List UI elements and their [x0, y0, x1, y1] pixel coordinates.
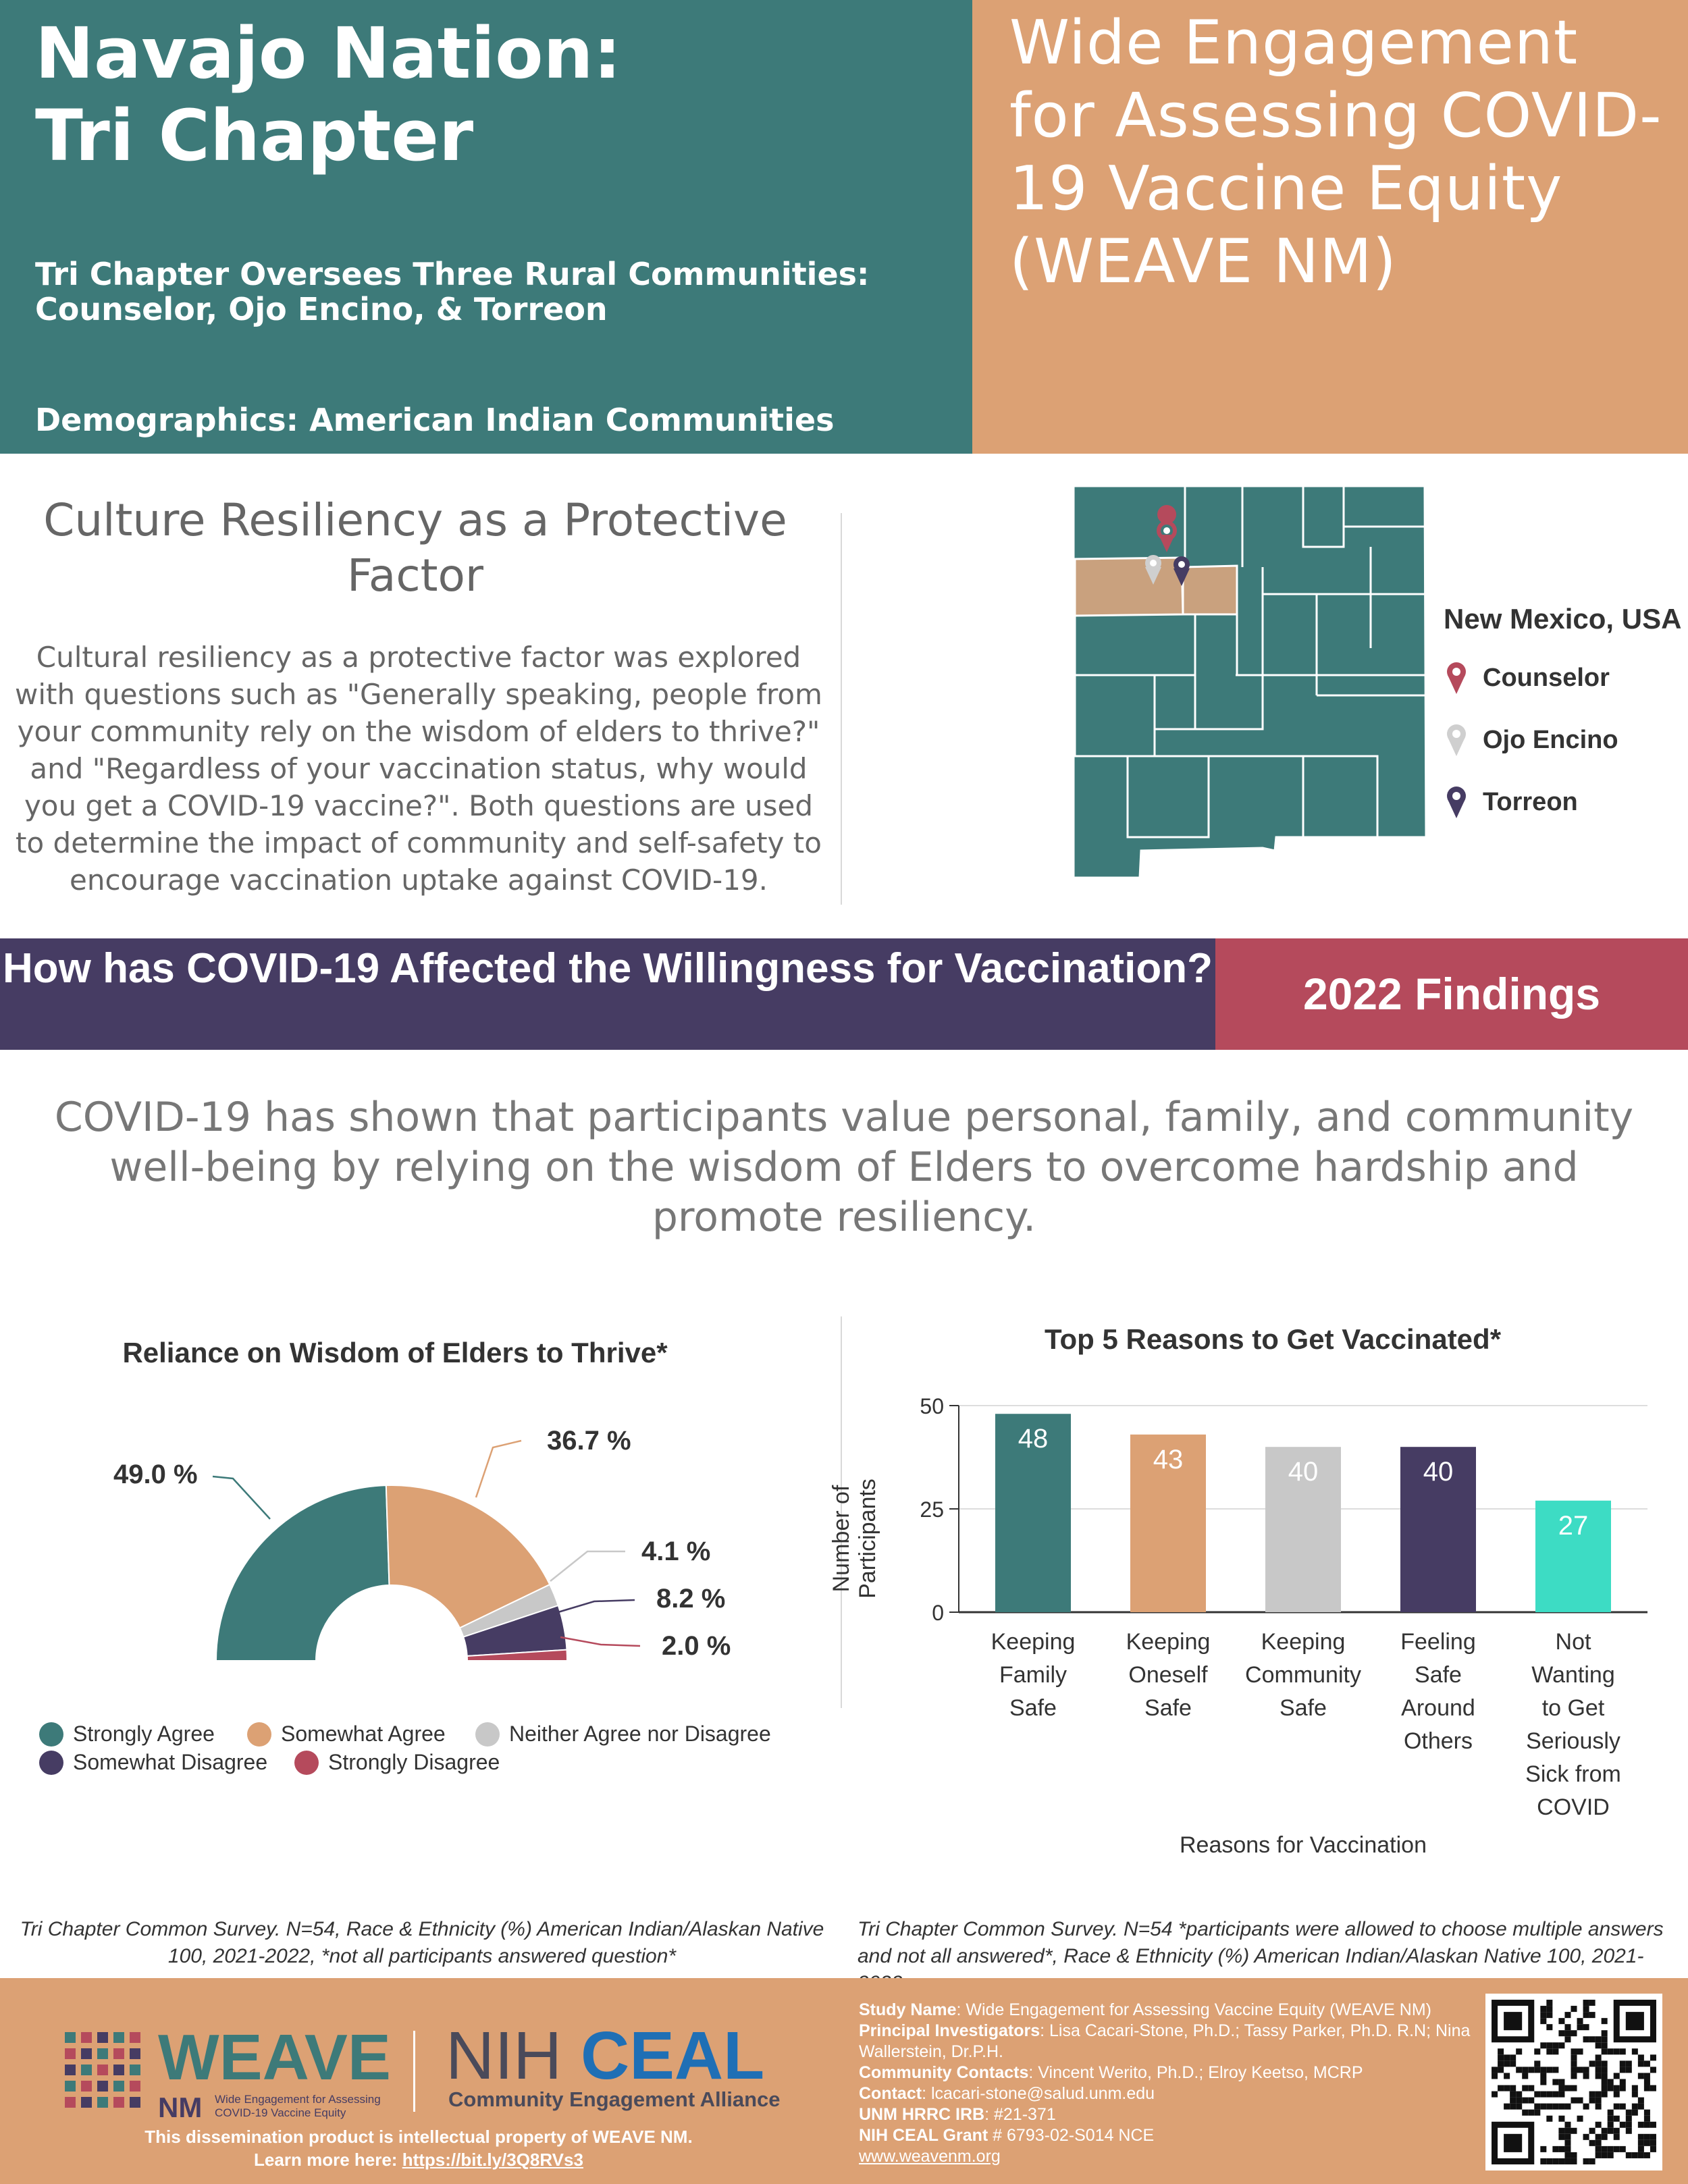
category-label-line: Sick from — [1525, 1761, 1621, 1787]
category-label-line: Wanting — [1531, 1662, 1615, 1688]
weave-logo-nm: NM — [158, 2092, 203, 2123]
category-label-line: Community — [1245, 1662, 1361, 1688]
bar-value-label: 40 — [1288, 1457, 1319, 1487]
header-demographics: Demographics: American Indian Communities — [35, 402, 835, 438]
new-mexico-map — [1060, 473, 1438, 905]
category-label-line: Safe — [1280, 1695, 1327, 1721]
map-legend-ojo-encino — [1444, 722, 1618, 757]
learn-more-line — [41, 2148, 797, 2171]
category-label-line: to Get — [1541, 1695, 1605, 1721]
legend-strongly-disagree — [294, 1750, 500, 1775]
bar-category-label — [966, 1626, 1101, 1725]
donut-label-strongly-agree: 49.0 % — [113, 1460, 198, 1489]
category-label-line: Keeping — [1126, 1629, 1211, 1655]
footer-property-note — [41, 2125, 797, 2171]
category-label-line: Keeping — [1261, 1629, 1346, 1655]
map-legend-label: Ojo Encino — [1483, 725, 1618, 754]
section-divider — [841, 513, 842, 905]
grant-number: NIH CEAL Grant # 6793-02-S014 NCE — [859, 2126, 1155, 2145]
donut-label-strongly-disagree: 2.0 % — [662, 1631, 731, 1661]
donut-chart-title: Reliance on Wisdom of Elders to Thrive* — [122, 1337, 668, 1368]
map-legend-label: Torreon — [1483, 787, 1578, 816]
legend-label: Strongly Agree — [73, 1722, 215, 1746]
bar-chart — [905, 1377, 1661, 1634]
weave-title: Wide Engagement for Assessing COVID-19 Vaccine Equity (WEAVE NM) — [1009, 7, 1662, 297]
category-label-line: Not — [1555, 1629, 1591, 1655]
irb-number: UNM HRRC IRB: #21-371 — [859, 2105, 1056, 2124]
findings-banner: 2022 Findings — [1215, 938, 1688, 1050]
bar-value-label: 43 — [1153, 1444, 1184, 1474]
weave-logo-subtitle: Wide Engagement for Assessing COVID-19 Vaccine Equity — [215, 2093, 381, 2119]
bar-value-label: 27 — [1558, 1510, 1589, 1541]
category-label-line: Family — [999, 1662, 1067, 1688]
bar-category-label — [1506, 1626, 1641, 1824]
bar-category-label — [1371, 1626, 1506, 1758]
study-name: Study Name: Wide Engagement for Assessing Vaccine Equity (WEAVE NM) — [859, 2000, 1431, 2019]
culture-title: Culture Resiliency as a Protective Factor — [43, 494, 787, 602]
community-contacts: Community Contacts: Vincent Werito, Ph.D.; Elroy Keetso, MCRP — [859, 2063, 1363, 2082]
header-title-panel — [0, 0, 972, 454]
legend-swatch — [247, 1722, 271, 1747]
learn-more-prefix: Learn more here: — [254, 2150, 402, 2170]
legend-swatch — [39, 1751, 63, 1775]
sandoval-county-highlight — [1075, 558, 1183, 616]
bar-category-label — [1236, 1626, 1371, 1725]
category-label-line: Safe — [1009, 1695, 1057, 1721]
category-label-line: Keeping — [991, 1629, 1076, 1655]
donut-label-neither: 4.1 % — [641, 1537, 711, 1566]
footnote-left: Tri Chapter Common Survey. N=54, Race & Ethnicity (%) American Indian/Alaskan Native 100, 2021-2022, *not all participants answered question* — [20, 1918, 824, 1967]
legend-label: Somewhat Disagree — [73, 1750, 268, 1774]
legend-swatch — [39, 1722, 63, 1747]
findings-text: COVID-19 has shown that participants value personal, family, and community well-being by relying on the wisdom of Elders to overcome hardship and promote resiliency. — [54, 1094, 1634, 1241]
donut-label-somewhat-agree: 36.7 % — [547, 1426, 631, 1456]
website-link[interactable]: www.weavenm.org — [859, 2147, 1001, 2166]
category-label-line: Safe — [1415, 1662, 1462, 1688]
ceal-text: CEAL — [581, 2018, 765, 2094]
category-label-line: Oneself — [1128, 1662, 1208, 1688]
header-weave-panel — [972, 0, 1688, 454]
legend-neither — [475, 1722, 771, 1747]
principal-investigators: Principal Investigators: Lisa Cacari-Stone, Ph.D.; Tassy Parker, Ph.D. R.N; Nina Wallerstein, Dr.P.H. — [859, 2021, 1471, 2061]
x-axis-title: Reasons for Vaccination — [1179, 1832, 1427, 1858]
legend-swatch — [294, 1751, 319, 1775]
map-legend-counselor — [1444, 660, 1610, 695]
y-tick-label: 0 — [932, 1601, 944, 1625]
y-tick-label: 25 — [920, 1497, 944, 1522]
bar-category-label — [1101, 1626, 1236, 1725]
bar-value-label: 48 — [1018, 1424, 1049, 1454]
logo-divider — [413, 2031, 415, 2112]
category-label-line: COVID — [1537, 1794, 1610, 1820]
contact-email: Contact: lcacari-stone@salud.unm.edu — [859, 2084, 1155, 2103]
culture-text: Cultural resiliency as a protective factor was explored with questions such as "Generally speaking, people from your community rely on the wisdom of elders to thrive?" and "Regardless of your vaccination status, why would you get a COVID-19 vaccine?". Both questions are used to determine the impact of community and self-safety to encourage vaccination uptake against COVID-19. — [15, 641, 822, 897]
qr-code-icon[interactable] — [1485, 1994, 1662, 2170]
category-label-line: Safe — [1144, 1695, 1192, 1721]
legend-somewhat-agree — [247, 1722, 446, 1747]
legend-label: Somewhat Agree — [281, 1722, 446, 1746]
page-title: Navajo Nation: Tri Chapter — [35, 12, 622, 177]
counselor-pin-icon — [1444, 660, 1469, 695]
legend-label: Neither Agree nor Disagree — [509, 1722, 771, 1746]
category-label-line: Around — [1401, 1695, 1475, 1721]
category-label-line: Feeling — [1400, 1629, 1476, 1655]
weave-logo-icon — [65, 2032, 140, 2113]
header-subtitle: Tri Chapter Oversees Three Rural Communities: Counselor, Ojo Encino, & Torreon — [35, 256, 870, 327]
category-label-line: Others — [1403, 1728, 1473, 1754]
footnote-right: Tri Chapter Common Survey. N=54 *participants were allowed to choose multiple answers and not all answered*, Race & Ethnicity (%) American Indian/Alaskan Native 100, 2021- — [858, 1918, 1664, 1967]
torreon-pin-icon — [1444, 784, 1469, 820]
question-banner: How has COVID-19 Affected the Willingness for Vaccination? — [0, 938, 1215, 1050]
property-line: This dissemination product is intellectual property of WEAVE NM. — [144, 2127, 693, 2147]
category-label-line: Seriously — [1526, 1728, 1620, 1754]
legend-swatch — [475, 1722, 500, 1747]
bar-value-label: 40 — [1423, 1457, 1454, 1487]
map-legend-torreon — [1444, 784, 1578, 820]
map-legend-label: Counselor — [1483, 663, 1610, 692]
y-tick-label: 50 — [920, 1394, 944, 1418]
donut-label-somewhat-disagree: 8.2 % — [656, 1584, 726, 1614]
legend-label: Strongly Disagree — [328, 1750, 500, 1774]
ojo-encino-pin-icon — [1444, 722, 1469, 757]
legend-strongly-agree — [39, 1722, 215, 1747]
study-info — [859, 2000, 1480, 2167]
nih-text: NIH — [446, 2018, 562, 2094]
weave-logo-text: WEAVE — [158, 2021, 391, 2094]
y-axis-title: Number of Participants — [828, 1479, 880, 1599]
legend-somewhat-disagree — [39, 1750, 267, 1775]
nih-ceal-subtitle: Community Engagement Alliance — [448, 2087, 781, 2111]
map-title: New Mexico, USA — [1444, 603, 1682, 635]
nih-ceal-logo — [446, 2019, 764, 2093]
learn-more-link[interactable]: https://bit.ly/3Q8RVs3 — [402, 2150, 583, 2170]
bar-chart-title: Top 5 Reasons to Get Vaccinated* — [1044, 1323, 1502, 1355]
